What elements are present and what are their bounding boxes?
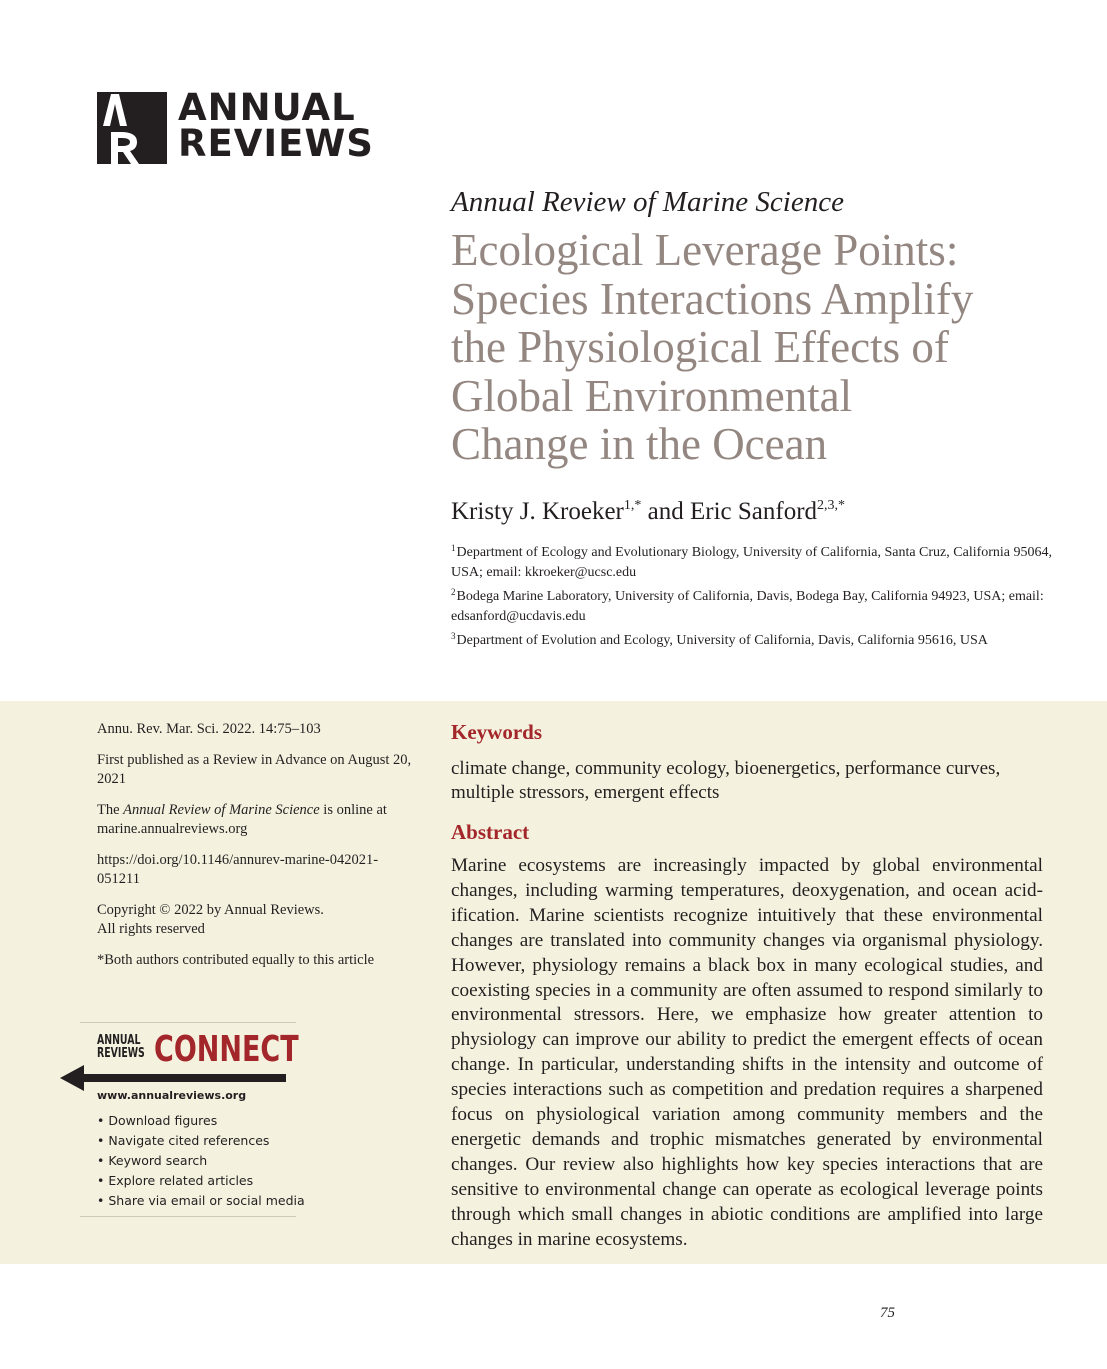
affiliation [451,587,1061,627]
journal-name: Annual Review of Marine Science [451,186,844,218]
title-line: Change in the Ocean [451,419,828,469]
author-name: Kristy J. Kroeker [451,498,624,525]
logo-line1: ANNUAL [178,86,356,129]
authors [451,498,845,526]
keywords-heading: Keywords [451,720,542,744]
author-conjunction: and [641,498,690,525]
title-line: Global Environmental [451,370,853,421]
author-name: Eric Sanford [690,498,818,525]
abstract-heading: Abstract [451,820,530,844]
affiliation [451,631,1061,651]
connect-small-line1: ANNUAL [97,1033,141,1048]
connect-title: CONNECT [154,1029,299,1070]
list-item: • Navigate cited references [97,1133,270,1148]
list-item: • Keyword search [97,1153,208,1168]
list-item: • Download figures [97,1113,218,1128]
keywords-text: climate change, community ecology, bioenergetics, performance curves, multiple stressors, emergent effects [451,758,1001,803]
online-post[interactable]: is online at marine.annualreviews.org [97,802,387,837]
online-journal: Annual Review of Marine Science [123,802,320,818]
connect-small-line2: REVIEWS [97,1046,145,1061]
list-item: • Explore related articles [97,1173,254,1188]
list-item: • Share via email or social media [97,1193,305,1208]
online-info [97,801,417,839]
doi-link[interactable]: https://doi.org/10.1146/annurev-marine-042021-051211 [97,852,379,887]
affiliation-text: Bodega Marine Laboratory, University of California, Davis, Bodega Bay, California 94923, USA; email: edsanford@ucdavis.edu [451,589,1044,624]
citation: Annu. Rev. Mar. Sci. 2022. 14:75–103 [97,721,321,737]
abstract-text: Marine ecosystems are increasingly impacted by global environmental changes, including warming temperatures, deoxygenation, and ocean acidification. Marine scientists recognize intuitively that these environmental changes are translated into community changes via organismal physiology. However, physiology remains a black box in many ecological studies, and coexisting species in a community are often assumed to respond similarly to environmental stressors. Here, we emphasize how greater attention to physiology can improve our ability to predict the emergent effects of ocean change. In particular, understanding shifts in the intensity and outcome of species interactions such as competition and predation requires a sharpened focus on physiological variation among community members and the energetic demands and trophic mismatches generated by environmental changes. Our review also highlights how key species interactions that are sensitive to environmental change can operate as ecological leverage points through which small changes in abiotic conditions are amplified into large changes in marine ecosystems. [451,855,1043,1250]
affiliations [451,543,1061,655]
affiliation-text: Department of Ecology and Evolutionary Biology, University of California, Santa Cruz, California 95064, USA; email: kkroeker@ucsc.edu [451,545,1053,580]
logo-wordmark [178,86,374,165]
affiliation [451,543,1061,583]
title-line: the Physiological Effects of [451,322,949,372]
author-superscript: 1,* [623,498,642,513]
equal-contribution-footnote: *Both authors contributed equally to this article [97,952,375,968]
connect-top-rule [80,1022,296,1023]
title-line: Species Interactions Amplify [451,273,974,324]
annual-reviews-connect-box [60,1022,305,1218]
affiliation-number: 1 [451,543,456,553]
annual-reviews-logo [97,86,377,165]
ar-logo-mark-icon [97,92,167,164]
affiliation-number: 2 [451,587,456,597]
connect-url[interactable]: www.annualreviews.org [97,1089,247,1102]
article-info-sidebar [97,720,417,982]
connect-features-list [97,1111,305,1211]
title-line: Ecological Leverage Points: [451,225,959,275]
connect-bottom-rule [80,1216,296,1217]
article-title [451,226,1071,469]
affiliation-number: 3 [451,631,456,641]
affiliation-text: Department of Evolution and Ecology, University of California, Davis, California 95616, USA [456,633,988,648]
first-published: First published as a Review in Advance on August 20, 2021 [97,752,412,787]
copyright-line: Copyright © 2022 by Annual Reviews. [97,902,324,918]
author-superscript: 2,3,* [817,498,846,513]
copyright [97,901,417,939]
rights-line: All rights reserved [97,921,205,937]
online-pre: The [97,802,124,818]
logo-line2: REVIEWS [178,122,374,165]
page-number: 75 [880,1305,895,1321]
